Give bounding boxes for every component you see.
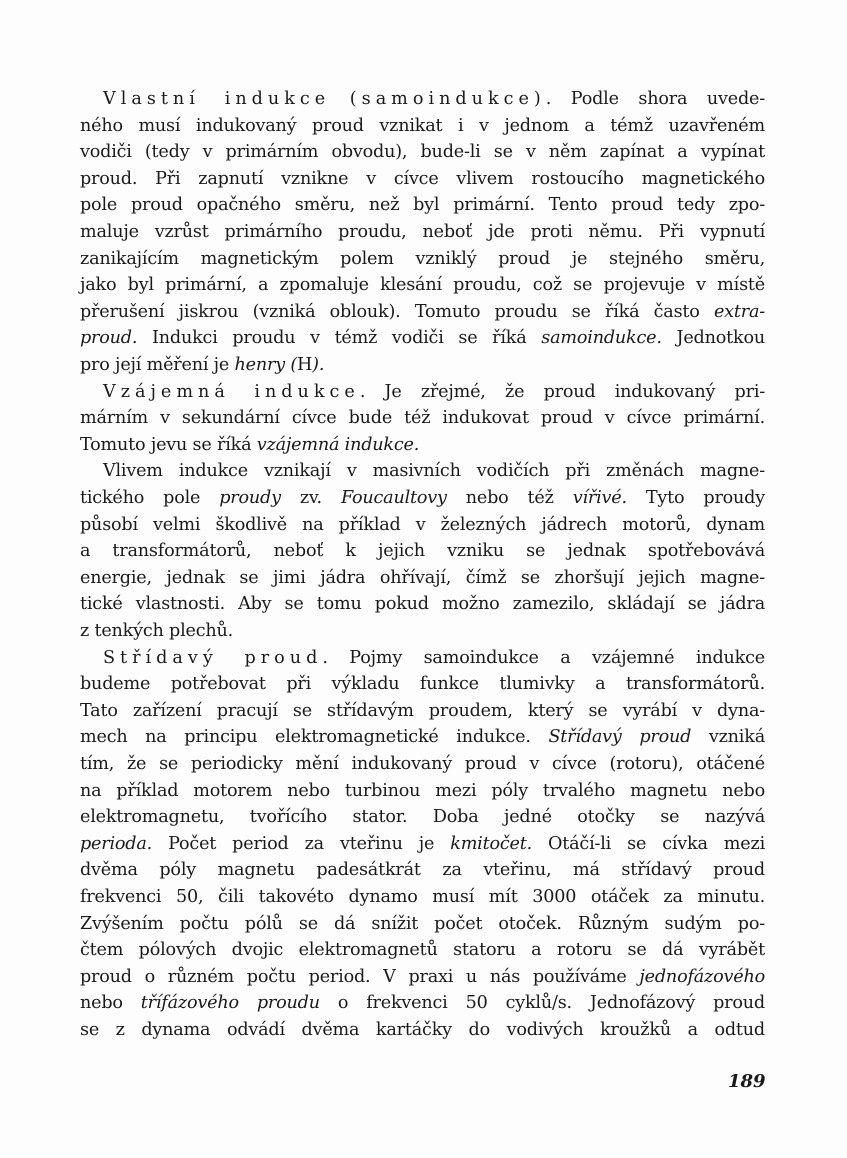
italic-term: třífázového proudu: [140, 993, 320, 1014]
text-span: márním v sekundární cívce bude též indukovat proud v cívce primární.: [80, 408, 765, 429]
text-line: [80, 352, 765, 379]
text-span: ného musí indukovaný proud vznikat i v jednom a témž uzavřeném: [80, 115, 765, 136]
text-span: Zvýšením počtu pólů se dá snížit počet otoček. Různým sudým po-: [80, 913, 765, 934]
text-line: [80, 299, 765, 326]
text-line: [80, 937, 765, 964]
text-line: [103, 458, 765, 485]
page-number: 189: [728, 1071, 766, 1092]
text-span: proud. Při zapnutí vznikne v cívce vlivem rostoucího magnetického: [80, 168, 765, 189]
text-line: [80, 724, 765, 751]
text-line: [80, 778, 765, 805]
text-span: Indukci proudu v témž vodiči se říká: [137, 328, 542, 349]
section-heading: Střídavý proud: [103, 647, 323, 668]
text-line: [80, 565, 765, 592]
text-span: pro její měření je: [80, 355, 235, 375]
italic-term: proudy: [219, 488, 281, 508]
italic-term: extra-: [713, 301, 765, 322]
text-span: Jednotkou: [661, 328, 765, 349]
text-span: . Je zřejmé, že proud indukovaný pri-: [359, 381, 765, 402]
text-line: [80, 990, 765, 1017]
italic-term: Střídavý proud: [548, 727, 692, 748]
text-line: [80, 272, 765, 299]
text-line: [80, 911, 765, 938]
text-span: H: [297, 355, 313, 375]
text-span: elektromagnetu, tvořícího stator. Doba jedné otočky se nazývá: [80, 807, 765, 828]
text-line: [80, 192, 765, 219]
text-span: dvěma póly magnetu padesátkrát za vteřinu, má střídavý proud: [80, 860, 765, 881]
text-span: budeme potřebovat při výkladu funkce tlumivky a transformátorů.: [80, 674, 765, 695]
text-span: energie, jednak se jimi jádra ohřívají, čímž se zhoršují jejich magne-: [80, 567, 765, 588]
text-span: působí velmi škodlivě na příklad v železných jádrech motorů, dynam: [80, 514, 765, 535]
text-span: čtem pólových dvojic elektromagnetů statoru a rotoru se dá vyrábět: [80, 940, 765, 961]
text-line: [80, 884, 765, 911]
text-line: [80, 857, 765, 884]
section-heading: Vlastní indukce: [103, 89, 331, 109]
italic-term: vířivé.: [572, 488, 627, 508]
text-span: . Pojmy samoindukce a vzájemné indukce: [322, 647, 765, 668]
italic-term: proud.: [80, 328, 138, 349]
text-line: [80, 618, 765, 645]
text-span: vodiči (tedy v primárním obvodu), bude-li se v něm zapínat a vypínat: [80, 142, 765, 163]
text-line: [80, 831, 765, 858]
text-span: mech na principu elektromagnetické indukce.: [80, 727, 549, 748]
text-span: přerušení jiskrou (vzniká oblouk). Tomuto proudu se říká často: [80, 301, 714, 322]
text-line: [80, 591, 765, 618]
text-span: o frekvenci 50 cyklů/s. Jednofázový proud: [319, 993, 765, 1014]
italic-term: vzájemná indukce.: [256, 434, 420, 455]
text-line: [80, 538, 765, 565]
text-span: nebo: [80, 993, 141, 1014]
italic-term: jednofázového: [639, 966, 765, 987]
text-span: Otáčí-li se cívka mezi: [532, 833, 765, 854]
text-span: jako byl primární, a zpomaluje klesání proudu, což se projevuje v místě: [80, 275, 765, 296]
italic-term: perioda.: [80, 833, 153, 854]
text-line: [80, 485, 765, 512]
text-span: Tomuto jevu se říká: [80, 434, 257, 455]
text-line: [80, 964, 765, 991]
text-span: [330, 89, 350, 109]
text-line: [80, 219, 765, 246]
text-span: Tyto proudy: [626, 488, 765, 508]
text-line: [80, 751, 765, 778]
text-line: [80, 512, 765, 539]
text-line: [80, 113, 765, 140]
section-heading: (samoindukce): [349, 89, 546, 109]
text-span: na příklad motorem nebo turbinou mezi póly trvalého magnetu nebo: [80, 780, 765, 801]
section-heading: Vzájemná indukce: [103, 381, 360, 402]
text-span: maluje vzrůst primárního proudu, neboť jde proti němu. Při vypnutí: [80, 222, 765, 242]
text-line: [80, 804, 765, 831]
text-span: nebo též: [446, 488, 573, 508]
text-span: Počet period za vteřinu je: [152, 833, 451, 854]
italic-term: henry (: [234, 355, 298, 375]
text-line: [103, 645, 765, 672]
italic-term: Foucaultovy: [340, 488, 447, 508]
text-span: vzniká: [691, 727, 765, 748]
text-span: frekvenci 50, čili takovéto dynamo musí mít 3000 otáček za minutu.: [80, 887, 765, 907]
text-line: [80, 698, 765, 725]
text-span: tické vlastnosti. Aby se tomu pokud možno zamezilo, skládají se jádra: [80, 594, 765, 615]
text-span: a transformátorů, neboť k jejich vzniku se jednak spotřebovává: [80, 541, 765, 562]
italic-term: kmitočet.: [450, 833, 532, 854]
text-span: pole proud opačného směru, než byl primární. Tento proud tedy zpo-: [80, 195, 765, 216]
italic-term: samoindukce.: [541, 328, 662, 349]
text-span: zanikajícím magnetickým polem vzniklý proud je stejného směru,: [80, 248, 765, 269]
text-line: [80, 671, 765, 698]
text-span: z tenkých plechů.: [80, 621, 234, 641]
text-span: proud o různém počtu period. V praxi u nás používáme: [80, 966, 640, 987]
text-span: Vlivem indukce vznikají v masivních vodičích při změnách magne-: [103, 461, 765, 482]
text-line: [80, 1017, 765, 1044]
text-line: [103, 86, 765, 113]
text-span: . Podle shora uvede-: [545, 89, 765, 109]
text-line: [80, 246, 765, 273]
text-span: tím, že se periodicky mění indukovaný proud v cívce (rotoru), otáčené: [80, 754, 765, 774]
text-span: zv.: [280, 488, 341, 508]
text-span: Tato zařízení pracují se střídavým proudem, který se vyrábí v dyna-: [80, 700, 765, 721]
text-line: [80, 432, 765, 459]
text-line: [80, 166, 765, 193]
text-span: tického pole: [80, 488, 220, 508]
text-line: [80, 405, 765, 432]
text-line: [80, 325, 765, 352]
text-span: se z dynama odvádí dvěma kartáčky do vodivých kroužků a odtud: [80, 1020, 765, 1040]
text-line: [80, 139, 765, 166]
text-line: [103, 379, 765, 406]
italic-term: ).: [312, 355, 325, 375]
